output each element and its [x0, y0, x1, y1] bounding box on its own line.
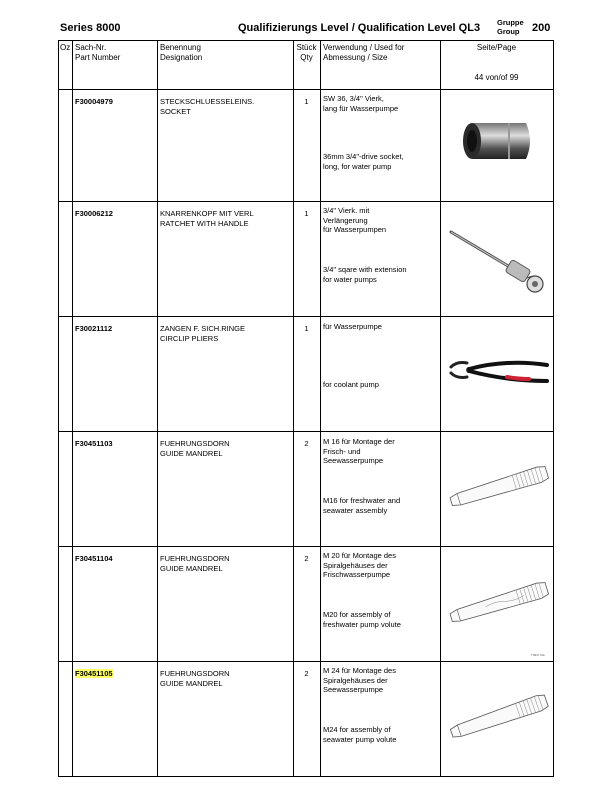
col-divider — [293, 41, 294, 776]
usage-de-line: 3/4" Vierk. mit — [323, 206, 370, 215]
col-divider — [440, 41, 441, 776]
usage-en-line: 3/4" sqare with extension — [323, 265, 407, 274]
usage-en-line: long, for water pump — [323, 161, 392, 171]
col-header-part-en: Part Number — [75, 53, 121, 62]
pliers-icon — [447, 351, 551, 391]
designation-de: FUEHRUNGSDORN — [160, 669, 230, 678]
usage-en-line: seawater assembly — [323, 505, 388, 515]
row-divider — [59, 316, 553, 317]
designation-de: FUEHRUNGSDORN — [160, 554, 230, 563]
designation-en: GUIDE MANDREL — [160, 563, 223, 573]
col-divider — [320, 41, 321, 776]
col-header-page: Seite/Page — [476, 43, 517, 52]
col-header-use-en: Abmessung / Size — [323, 53, 388, 62]
col-header-name-de: Benennung — [160, 43, 201, 52]
row-divider — [59, 201, 553, 202]
quantity: 2 — [304, 669, 309, 678]
row-divider — [59, 89, 553, 90]
page-number: 44 von/of 99 — [474, 73, 519, 82]
quantity: 1 — [304, 97, 309, 106]
quantity: 1 — [304, 324, 309, 333]
col-header-use-de: Verwendung / Used for — [323, 43, 405, 52]
usage-de-line: Seewasserpumpe — [323, 685, 384, 694]
part-number: F30021112 — [75, 324, 113, 333]
designation-en: CIRCLIP PLIERS — [160, 333, 219, 343]
series-title: Series 8000 — [60, 22, 121, 34]
page-header — [0, 18, 612, 40]
qualification-level: Qualifizierungs Level / Qualification Level QL3 — [238, 22, 481, 34]
highlight-mark: F30451105 — [75, 669, 113, 678]
designation-en: GUIDE MANDREL — [160, 678, 223, 688]
mandrel-icon — [445, 459, 553, 515]
group-number: 200 — [532, 22, 551, 34]
usage-de-line: Spiralgehäuses der — [323, 675, 388, 685]
ratchet-icon — [447, 226, 551, 296]
designation-en: GUIDE MANDREL — [160, 448, 223, 458]
usage-de-line: SW 36, 3/4" Vierk, — [323, 94, 384, 103]
part-number: F30451104 — [75, 554, 113, 563]
parts-table — [58, 40, 554, 777]
usage-en-line: for water pumps — [323, 274, 377, 284]
col-header-qty-en: Qty — [300, 53, 313, 62]
col-header-qty-de: Stück — [296, 43, 317, 52]
part-number: F30006212 — [75, 209, 113, 218]
quantity: 2 — [304, 554, 309, 563]
designation-en: SOCKET — [160, 106, 191, 116]
usage-en-line: for coolant pump — [323, 380, 379, 389]
usage-de-line: für Wasserpumpe — [323, 322, 382, 331]
usage-en-line: freshwater pump volute — [323, 619, 401, 629]
part-number: F30451103 — [75, 439, 113, 448]
designation-de: ZANGEN F. SICH.RINGE — [160, 324, 246, 333]
usage-en-line: M20 for assembly of — [323, 610, 391, 619]
usage-en-line: 36mm 3/4"-drive socket, — [323, 152, 404, 161]
usage-en-line: seawater pump volute — [323, 734, 397, 744]
part-number-highlighted — [75, 669, 113, 679]
usage-en-line: M16 for freshwater and — [323, 496, 401, 505]
designation-de: KNARRENKOPF MIT VERL — [160, 209, 254, 218]
usage-de-line: Seewasserpumpe — [323, 456, 384, 465]
mandrel-icon — [445, 689, 553, 745]
usage-de-line: lang für Wasserpumpe — [323, 103, 399, 113]
designation-de: FUEHRUNGSDORN — [160, 439, 230, 448]
row-divider — [59, 431, 553, 432]
usage-de-line: M 24 für Montage des — [323, 666, 396, 675]
usage-de-line: Frischwasserpumpe — [323, 570, 391, 579]
usage-de-line: M 20 für Montage des — [323, 551, 396, 560]
quantity: 2 — [304, 439, 309, 448]
col-divider — [72, 41, 73, 776]
socket-icon — [454, 111, 544, 171]
quantity: 1 — [304, 209, 309, 218]
part-number: F30004979 — [75, 97, 113, 106]
col-header-name-en: Designation — [160, 53, 203, 62]
usage-en-line: M24 for assembly of — [323, 725, 391, 734]
usage-de-line: Spiralgehäuses der — [323, 560, 388, 570]
row-divider — [59, 546, 553, 547]
group-label: Group — [497, 27, 520, 36]
col-header-part-de: Sach-Nr. — [75, 43, 107, 52]
usage-de-line: für Wasserpumpen — [323, 225, 387, 234]
mandrel-icon — [445, 575, 553, 631]
designation-de: STECKSCHLUESSELEINS. — [160, 97, 255, 106]
col-header-oz: Oz — [60, 43, 71, 52]
figure-reference: T3937 Ma — [531, 653, 545, 657]
usage-de-line: M 16 für Montage der — [323, 437, 395, 446]
usage-de-line: Verlängerung — [323, 215, 368, 225]
col-divider — [157, 41, 158, 776]
row-divider — [59, 661, 553, 662]
designation-en: RATCHET WITH HANDLE — [160, 218, 249, 228]
gruppe-label: Gruppe — [497, 18, 524, 27]
usage-de-line: Frisch- und — [323, 446, 361, 456]
